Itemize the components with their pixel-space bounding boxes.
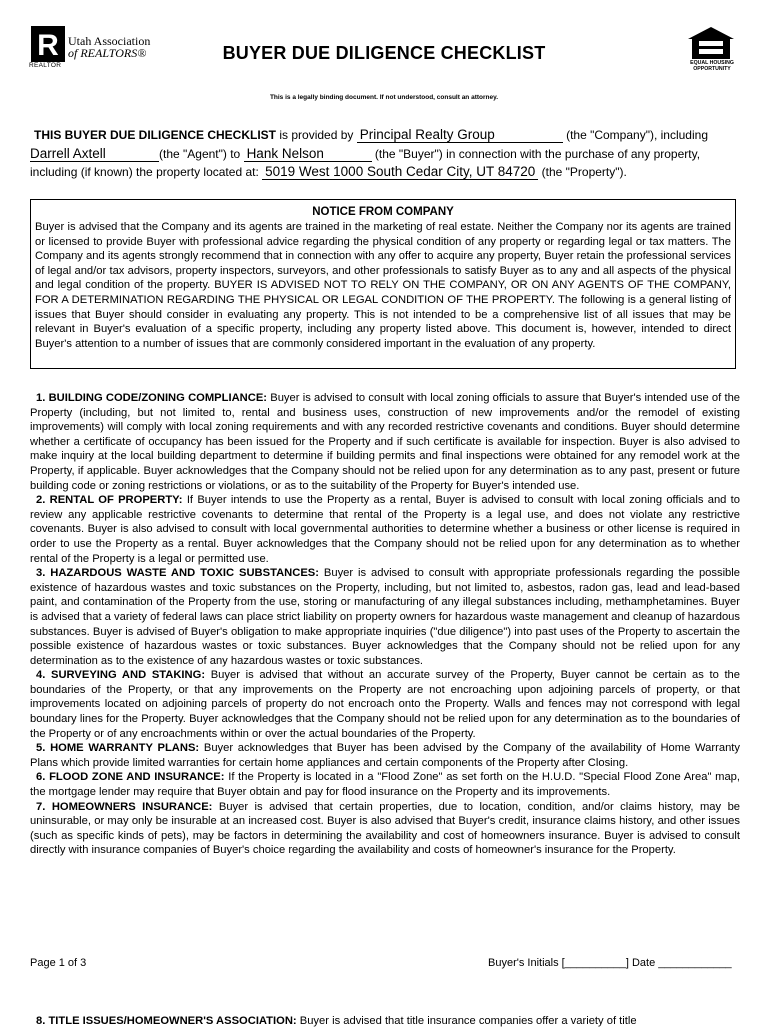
section-text: Buyer is advised that without an accurate survey of the Property, Buyer cannot be certain as to the boundaries of the Property, or that any improvements on the Property are not encroaching upon adjoining parcels of property, or that improvements located on adjoining parcels of property do not encroach onto the Property. Walls and fences may not correspond with legal boundary lines for the Property. Buyer acknowledges that the Company should not be relied upon for any determination as to the boundaries of the Property or of any encroachments within or over the actual boundaries of the Property. [30,669,741,740]
legal-note: This is a legally binding document. If not understood, consult an attorney. [269,94,499,101]
association-line-1: Utah Association [68,34,151,48]
property-field[interactable]: 5019 West 1000 South Cedar City, UT 84720 [262,165,538,180]
section-6: 6. FLOOD ZONE AND INSURANCE: If the Property is located in a "Flood Zone" as set forth on the H.U.D. "Special Flood Zone Area" map, the mortgage lender may require that Buyer obtain and pay for flood insurance on the Property and its improvements. [30,771,741,799]
logo-caption: REALTOR [29,62,62,69]
section-heading: SURVEYING AND STAKING: [51,669,206,682]
intro-text: (the "Agent") to [159,147,244,161]
section-heading: FLOOD ZONE AND INSURANCE: [49,771,225,784]
notice-body: Buyer is advised that the Company and its agents are trained in the marketing of real estate. Neither the Company nor its agents are trained or licensed to provide Buyer with professional advice regarding the physical condition of any property or regarding legal or tax matters. The Company and its agents strongly recommend that in connection with any offer to acquire any property, Buyer retain the professional services of legal and/or tax advisors, property inspectors, surveyors, and other professionals to satisfy Buyer as to any and all aspects of the physical and legal condition of the property. BUYER IS ADVISED NOT TO RELY ON THE COMPANY, OR ON ANY AGENTS OF THE COMPANY, FOR A DETERMINATION REGARDING THE PHYSICAL OR LEGAL CONDITION OF THE PROPERTY. The following is a general listing of issues that Buyer should consider in evaluating any property. This is not intended to be a comprehensive list of all issues that may be relevant in Buyer's evaluation of a specific property, including any property listed above. This document is, however, intended to direct Buyer's attention to a number of issues that are commonly considered important in the evaluation of any property. [35,221,731,350]
section-text: Buyer acknowledges that Buyer has been advised by the Company of the availability of Home Warranty Plans which provide limited warranties for certain home appliances and certain components of the Property after Closing. [30,742,740,769]
section-heading: HAZARDOUS WASTE AND TOXIC SUBSTANCES: [50,567,319,580]
section-5: 5. HOME WARRANTY PLANS: Buyer acknowledges that Buyer has been advised by the Company of the availability of Home Warranty Plans which provide limited warranties for certain home appliances and certain components of the Property after Closing. [30,742,740,769]
association-line-2: of REALTORS® [68,46,147,60]
section-text: Buyer is advised to consult with appropriate professionals regarding the possible existence of hazardous wastes and toxic substances on the Property, including, but not limited to, asbestos, radon gas, lead and lead-based paint, and contamination of the Property from the use, storing or manufacturing of any illegal substances including, methamphetamines. Buyer is advised that a variety of federal laws can place strict liability on property owners for hazardous waste management and cleanup of hazardous substances. Buyer is advised of Buyer's obligation to make appropriate inquiries ("due diligence") into past uses of the Property to ascertain the possible existence of hazardous wastes or toxic substances. Buyer acknowledges that the Company should not be relied upon for any determination as to the existence of any hazardous wastes or toxic substances. [30,567,740,667]
equal-housing-icon [686,26,736,60]
intro-text: (the "Company"), including [562,128,708,142]
section-2: 2. RENTAL OF PROPERTY: If Buyer intends to use the Property as a rental, Buyer is advised to consult with local zoning officials and to review any applicable restrictive covenants to determine that rental of the Property is a legal use, and does not violate any restrictive covenants. Buyer is also advised to consult with local governmental authorities to determine whether a business or other license is required in order to use the Property as a rental. Buyer acknowledges that the Company should not be relied upon for any determination as to whether rental of the Property is a legal or permitted use. [30,494,741,565]
buyer-initials-line[interactable]: Buyer's Initials [__________] Date ____________ [488,957,732,969]
intro-line-2 [30,145,740,163]
agent-field[interactable]: Darrell Axtell [30,147,159,162]
section-text: Buyer is advised that title insurance companies offer a variety of title [296,1015,637,1027]
checklist-sections [30,391,740,858]
section-text: If Buyer intends to use the Property as a rental, Buyer is advised to consult with local zoning officials and to review any applicable restrictive covenants to determine that rental of the Property is a legal use, and does not violate any restrictive covenants. Buyer is also advised to consult with local governmental authorities to determine whether a business or other license is required in order to use the Property as a rental. Buyer acknowledges that the Company should not be relied upon for any determination as to whether rental of the Property is a legal or permitted use. [30,494,741,565]
intro-line-3 [30,163,740,181]
section-4: 4. SURVEYING AND STAKING: Buyer is advised that without an accurate survey of the Property, Buyer cannot be certain as to the boundaries of the Property, or that any improvements on the Property are not encroaching upon adjoining parcels of property, or that improvements located on adjoining parcels of property do not encroach onto the Property. Walls and fences may not correspond with legal boundary lines for the Property. Buyer acknowledges that the Company should not be relied upon for any determination as to the boundaries of the Property or of any encroachments within or over the actual boundaries of the Property. [30,669,741,740]
intro-text: including (if known) the property located at: [30,165,263,179]
intro-line-1 [30,126,740,144]
document-title: BUYER DUE DILIGENCE CHECKLIST [222,43,546,63]
section-text: If the Property is located in a "Flood Zone" as set forth on the H.U.D. "Special Flood Zone Area" map, the mortgage lender may require that Buyer obtain and pay for flood insurance on the Property and its improvements. [30,771,741,799]
next-page-section-8: 8. TITLE ISSUES/HOMEOWNER'S ASSOCIATION: Buyer is advised that title insurance companies offer a variety of title [36,1015,637,1027]
section-3: 3. HAZARDOUS WASTE AND TOXIC SUBSTANCES: Buyer is advised to consult with appropriate professionals regarding the possible existence of hazardous wastes and toxic substances on the Property, including, but not limited to, asbestos, radon gas, lead and lead-based paint, and contamination of the Property from the use, storing or manufacturing of any illegal substances including, methamphetamines. Buyer is advised that a variety of federal laws can place strict liability on property owners for hazardous waste management and cleanup of hazardous substances. Buyer is advised of Buyer's obligation to make appropriate inquiries ("due diligence") into past uses of the Property to ascertain the possible existence of hazardous wastes or toxic substances. Buyer acknowledges that the Company should not be relied upon for any determination as to the existence of any hazardous wastes or toxic substances. [30,567,740,667]
section-text: Buyer is advised to consult with local zoning officials to assure that Buyer's intended use of the Property (including, but not limited to, rental and business uses, construction of new improvements and/or the remodel of existing improvements) will comply with local zoning requirements and with any recorded restrictive covenants and conditions. Buyer should determine whether a certificate of occupancy has been issued for the Property and if such certificate is available for inspection. Buyer is also advised to make inquiry at the local building department to determine if building permits and final inspections were obtained for any remodel work at the Property, if applicable. Buyer acknowledges that the Company should not be relied upon for any determination as to any past, present or future building code or zoning restrictions or violations, or as to the suitability of the Property for Buyer's intended use. [30,392,741,492]
page-number: Page 1 of 3 [30,957,87,969]
intro-text: (the "Property"). [538,165,627,179]
section-heading: HOMEOWNERS INSURANCE: [51,800,213,813]
section-heading: BUILDING CODE/ZONING COMPLIANCE: [48,392,268,404]
section-heading: HOME WARRANTY PLANS: [50,742,200,755]
notice-box [30,199,736,369]
section-heading: TITLE ISSUES/HOMEOWNER'S ASSOCIATION: [48,1015,297,1027]
logo-mark: R [37,29,59,62]
buyer-field[interactable]: Hank Nelson [244,147,372,162]
company-field[interactable]: Principal Realty Group [357,128,563,143]
intro-text: (the "Buyer") in connection with the purchase of any property, [371,147,701,161]
section-1: 1. BUILDING CODE/ZONING COMPLIANCE: Buyer is advised to consult with local zoning officials to assure that Buyer's intended use of the Property (including, but not limited to, rental and business uses, construction of new improvements and/or the remodel of existing improvements) will comply with local zoning requirements and with any recorded restrictive covenants and conditions. Buyer should determine whether a certificate of occupancy has been issued for the Property and if such certificate is available for inspection. Buyer is also advised to make inquiry at the local building department to determine if building permits and final inspections were obtained for any remodel work at the Property, if applicable. Buyer acknowledges that the Company should not be relied upon for any determination as to any past, present or future building code or zoning restrictions or violations, or as to the suitability of the Property for Buyer's intended use. [30,392,741,492]
section-text: Buyer is advised that certain properties, due to location, condition, and/or claims history, may be uninsurable, or may only be insurable at an increased cost. Buyer is also advised that Buyer's credit, insurance claims history, and other issues (such as specific kinds of pets), may be factors in determining the availability and cost of homeowners insurance. Buyer is advised to consult directly with insurance companies of Buyer's choice regarding the availability and costs of homeowner's insurance for the Property. [30,800,741,857]
intro-text: is provided by [276,128,357,142]
intro-lead: THIS BUYER DUE DILIGENCE CHECKLIST [34,128,277,142]
section-heading: RENTAL OF PROPERTY: [49,494,183,507]
notice-title: NOTICE FROM COMPANY [312,206,454,218]
section-7: 7. HOMEOWNERS INSURANCE: Buyer is advised that certain properties, due to location, condition, and/or claims history, may be uninsurable, or may only be insurable at an increased cost. Buyer is also advised that Buyer's credit, insurance claims history, and other issues (such as specific kinds of pets), may be factors in determining the availability and cost of homeowners insurance. Buyer is advised to consult directly with insurance companies of Buyer's choice regarding the availability and costs of homeowner's insurance for the Property. [30,800,741,857]
equal-housing-text: EQUAL HOUSING OPPORTUNITY [690,60,734,72]
